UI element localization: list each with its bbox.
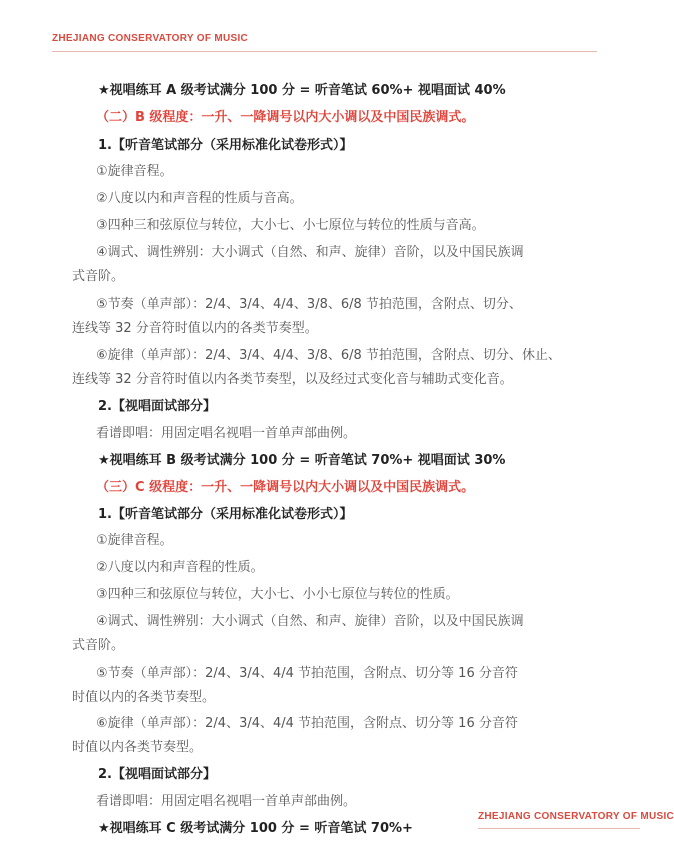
list-item: ③四种三和弦原位与转位，大小七、小七原位与转位的性质与音高。 [96,218,485,233]
list-item: ⑥旋律（单声部）：2/4、3/4、4/4 节拍范围，含附点、切分等 16 分音符 [96,716,518,731]
list-item: ⑤节奏（单声部）：2/4、3/4、4/4、3/8、6/8 节拍范围，含附点、切分、 [96,297,522,312]
list-item-continuation: 时值以内的各类节奏型。 [72,690,216,705]
footer-rule [478,828,640,829]
list-item: ④调式、调性辨别：大小调式（自然、和声、旋律）音阶，以及中国民族调 [96,245,524,260]
subheading-sightsinging-c: 2.【视唱面试部分】 [98,767,216,782]
header-brand: ZHEJIANG CONSERVATORY OF MUSIC [52,33,249,44]
list-item: ①旋律音程。 [96,533,173,548]
subheading-listening-c: 1.【听音笔试部分（采用标准化试卷形式）】 [98,507,353,522]
sightsinging-text-b: 看谱即唱：用固定唱名视唱一首单声部曲例。 [96,426,357,441]
list-item-continuation: 连线等 32 分音符时值以内各类节奏型，以及经过式变化音与辅助式变化音。 [72,372,513,387]
list-item: ⑥旋律（单声部）：2/4、3/4、4/4、3/8、6/8 节拍范围，含附点、切分、休止、 [96,348,561,363]
list-item-continuation: 时值以内各类节奏型。 [72,740,203,755]
header-rule [52,51,597,52]
list-item-continuation: 式音阶。 [72,269,125,284]
list-item: ②八度以内和声音程的性质。 [96,560,264,575]
score-line-c: ★视唱练耳 C 级考试满分 100 分 = 听音笔试 70%+ [98,821,413,836]
score-line-a: ★视唱练耳 A 级考试满分 100 分 = 听音笔试 60%+ 视唱面试 40% [98,83,506,98]
list-item: ②八度以内和声音程的性质与音高。 [96,191,303,206]
subheading-listening-b: 1.【听音笔试部分（采用标准化试卷形式）】 [98,138,353,153]
section-heading-c: （三）C 级程度：一升、一降调号以内大小调以及中国民族调式。 [96,480,475,495]
subheading-sightsinging-b: 2.【视唱面试部分】 [98,399,216,414]
list-item: ④调式、调性辨别：大小调式（自然、和声、旋律）音阶，以及中国民族调 [96,614,524,629]
list-item-continuation: 连线等 32 分音符时值以内的各类节奏型。 [72,321,318,336]
list-item: ③四种三和弦原位与转位，大小七、小小七原位与转位的性质。 [96,587,459,602]
section-heading-b: （二）B 级程度：一升、一降调号以内大小调以及中国民族调式。 [96,110,475,125]
score-line-b: ★视唱练耳 B 级考试满分 100 分 = 听音笔试 70%+ 视唱面试 30% [98,453,506,468]
footer-brand: ZHEJIANG CONSERVATORY OF MUSIC [478,811,674,822]
list-item-continuation: 式音阶。 [72,638,125,653]
list-item: ①旋律音程。 [96,164,173,179]
list-item: ⑤节奏（单声部）：2/4、3/4、4/4 节拍范围，含附点、切分等 16 分音符 [96,666,518,681]
sightsinging-text-c: 看谱即唱：用固定唱名视唱一首单声部曲例。 [96,794,357,809]
